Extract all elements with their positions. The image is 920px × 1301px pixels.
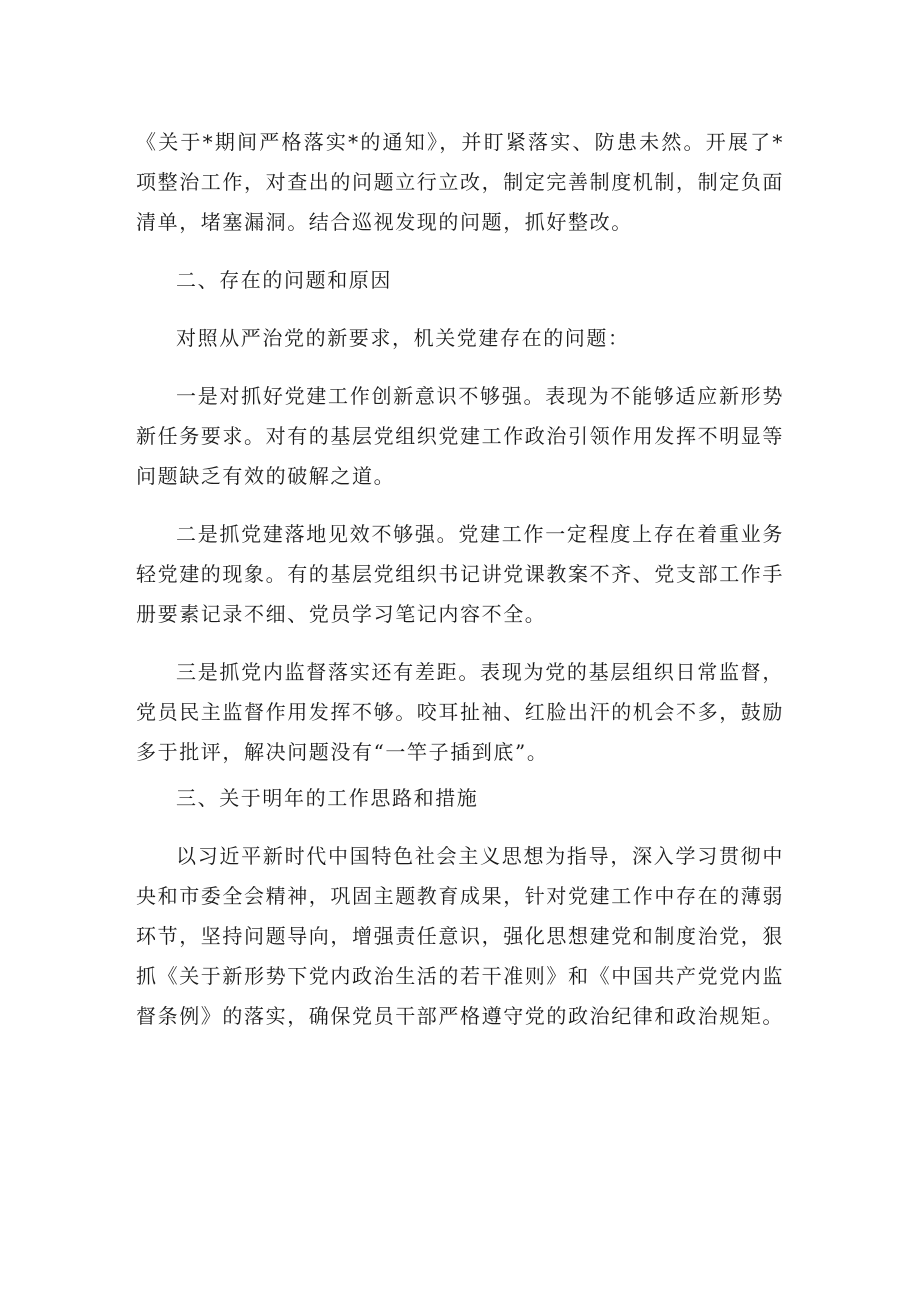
paragraph-next-year-plan: 以习近平新时代中国特色社会主义思想为指导，深入学习贯彻中央和市委全会精神，巩固主题教育成果，针对党建工作中存在的薄弱环节，坚持问题导向，增强责任意识，强化思想建党和制度治党，狠抓《关于新形势下党内政治生活的若干准则》和《中国共产党党内监督条例》的落实，确保党员干部严格遵守党的政治纪律和政治规矩。 bbox=[136, 844, 784, 1028]
paragraph-problem-one: 一是对抓好党建工作创新意识不够强。表现为不能够适应新形势新任务要求。对有的基层党组织党建工作政治引领作用发挥不明显等问题缺乏有效的破解之道。 bbox=[136, 384, 784, 488]
section-heading-problems: 二、存在的问题和原因 bbox=[176, 268, 392, 292]
paragraph-continued-notice: 《关于*期间严格落实*的通知》，并盯紧落实、防患未然。开展了*项整治工作，对查出的问题立行立改，制定完善制度机制，制定负面清单，堵塞漏洞。结合巡视发现的问题，抓好整改。 bbox=[136, 130, 784, 234]
paragraph-problems-intro: 对照从严治党的新要求，机关党建存在的问题： bbox=[176, 326, 630, 350]
document-body bbox=[136, 122, 784, 1036]
paragraph-problem-two: 二是抓党建落地见效不够强。党建工作一定程度上存在着重业务轻党建的现象。有的基层党组织书记讲党课教案不齐、党支部工作手册要素记录不细、党员学习笔记内容不全。 bbox=[136, 522, 784, 626]
paragraph-problem-three: 三是抓党内监督落实还有差距。表现为党的基层组织日常监督，党员民主监督作用发挥不够。咬耳扯袖、红脸出汗的机会不多，鼓励多于批评，解决问题没有“一竿子插到底”。 bbox=[136, 660, 784, 764]
section-heading-next-year: 三、关于明年的工作思路和措施 bbox=[176, 786, 479, 810]
